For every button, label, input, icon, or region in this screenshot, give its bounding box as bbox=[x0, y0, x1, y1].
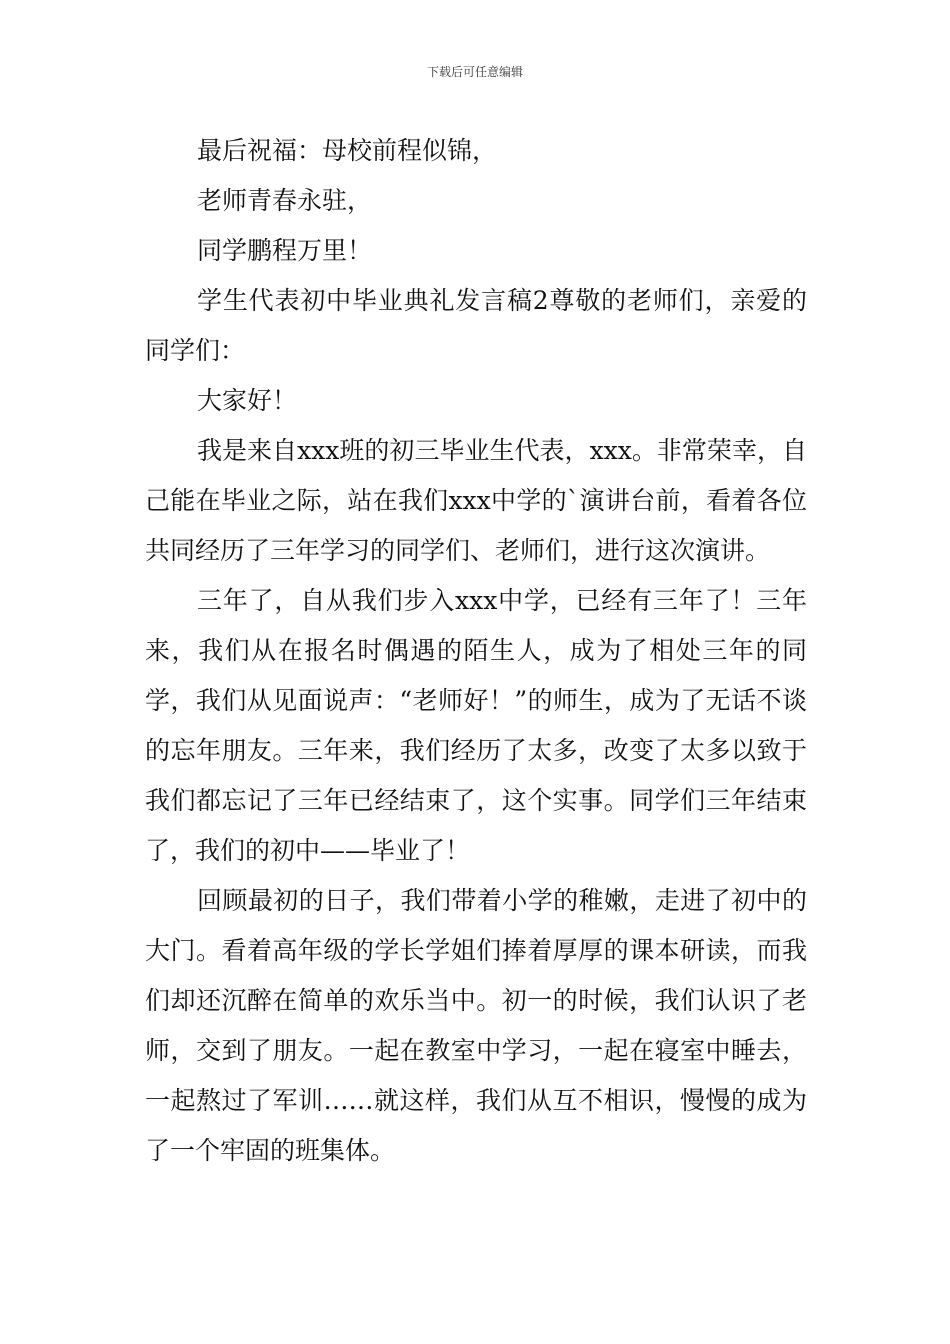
paragraph-blessing-2: 老师青春永驻， bbox=[197, 186, 373, 215]
page-header: 下载后可任意编辑 bbox=[426, 65, 523, 79]
paragraph-blessing-1: 最后祝福：母校前程似锦， bbox=[197, 136, 498, 165]
document-body bbox=[145, 126, 807, 1176]
paragraph-greeting: 大家好！ bbox=[197, 386, 298, 415]
paragraph-speech-title: 学生代表初中毕业典礼发言稿2尊敬的老师们，亲爱的同学们： bbox=[145, 286, 807, 365]
paragraph-three-years: 三年了，自从我们步入xxx中学，已经有三年了！三年来，我们从在报名时偶遇的陌生人，成为了相处三年的同学，我们从见面说声：“老师好！”的师生，成为了无话不谈的忘年朋友。三年来，我们经历了太多，改变了太多以致于我们都忘记了三年已经结束了，这个实事。同学们三年结束了，我们的初中——毕业了！ bbox=[145, 586, 807, 865]
paragraph-memories: 回顾最初的日子，我们带着小学的稚嫩，走进了初中的大门。看着高年级的学长学姐们捧着厚厚的课本研读，而我们却还沉醉在简单的欢乐当中。初一的时候，我们认识了老师，交到了朋友。一起在教室中学习，一起在寝室中睡去，一起熬过了军训……就这样，我们从互不相识，慢慢的成为了一个牢固的班集体。 bbox=[145, 886, 807, 1165]
paragraph-blessing-3: 同学鹏程万里！ bbox=[197, 236, 373, 265]
paragraph-introduction: 我是来自xxx班的初三毕业生代表，xxx。非常荣幸，自己能在毕业之际，站在我们xxx中学的`演讲台前，看着各位共同经历了三年学习的同学们、老师们，进行这次演讲。 bbox=[145, 436, 807, 565]
